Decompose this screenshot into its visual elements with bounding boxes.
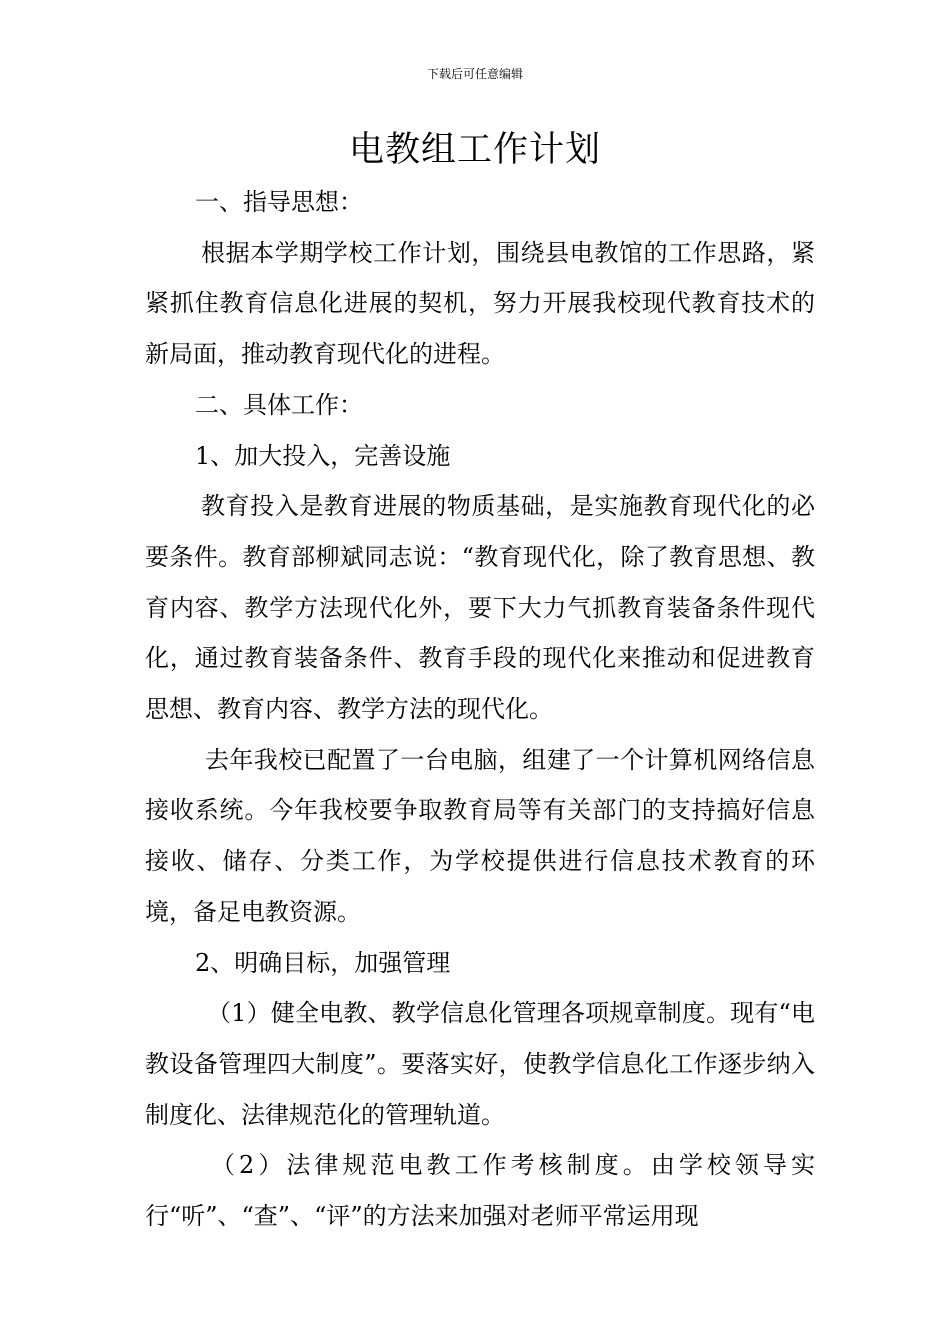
header-note: 下载后可任意编辑	[426, 67, 523, 81]
subheading-investment-facilities: 1、加大投入，完善设施	[195, 441, 451, 470]
paragraph-assessment-system: （2）法律规范电教工作考核制度。由学校领导实行“听”、“查”、“评”的方法来加强对老师平常运用现	[145, 1151, 815, 1231]
paragraph-rules-system: （1）健全电教、教学信息化管理各项规章制度。现有“电教设备管理四大制度”。要落实好，使教学信息化工作逐步纳入制度化、法律规范化的管理轨道。	[145, 999, 815, 1129]
section-heading-specific-work: 二、具体工作：	[195, 390, 363, 419]
subheading-goals-management: 2、明确目标，加强管理	[195, 948, 451, 977]
document-title: 电教组工作计划	[348, 130, 601, 170]
paragraph-last-year-computer: 去年我校已配置了一台电脑，组建了一个计算机网络信息接收系统。今年我校要争取教育局等有关部门的支持搞好信息接收、储存、分类工作，为学校提供进行信息技术教育的环境，备足电教资源。	[145, 745, 815, 926]
document-body	[145, 177, 815, 1242]
paragraph-guiding-ideology: 根据本学期学校工作计划，围绕县电教馆的工作思路，紧紧抓住教育信息化进展的契机，努力开展我校现代教育技术的新局面，推动教育现代化的进程。	[145, 238, 815, 369]
section-heading-guiding-ideology: 一、指导思想：	[195, 188, 363, 216]
paragraph-investment-basis: 教育投入是教育进展的物质基础，是实施教育现代化的必要条件。教育部柳斌同志说：“教育现代化，除了教育思想、教育内容、教学方法现代化外，要下大力气抓教育装备条件现代化，通过教育装备条件、教育手段的现代化来推动和促进教育思想、教育内容、教学方法的现代化。	[145, 492, 815, 724]
